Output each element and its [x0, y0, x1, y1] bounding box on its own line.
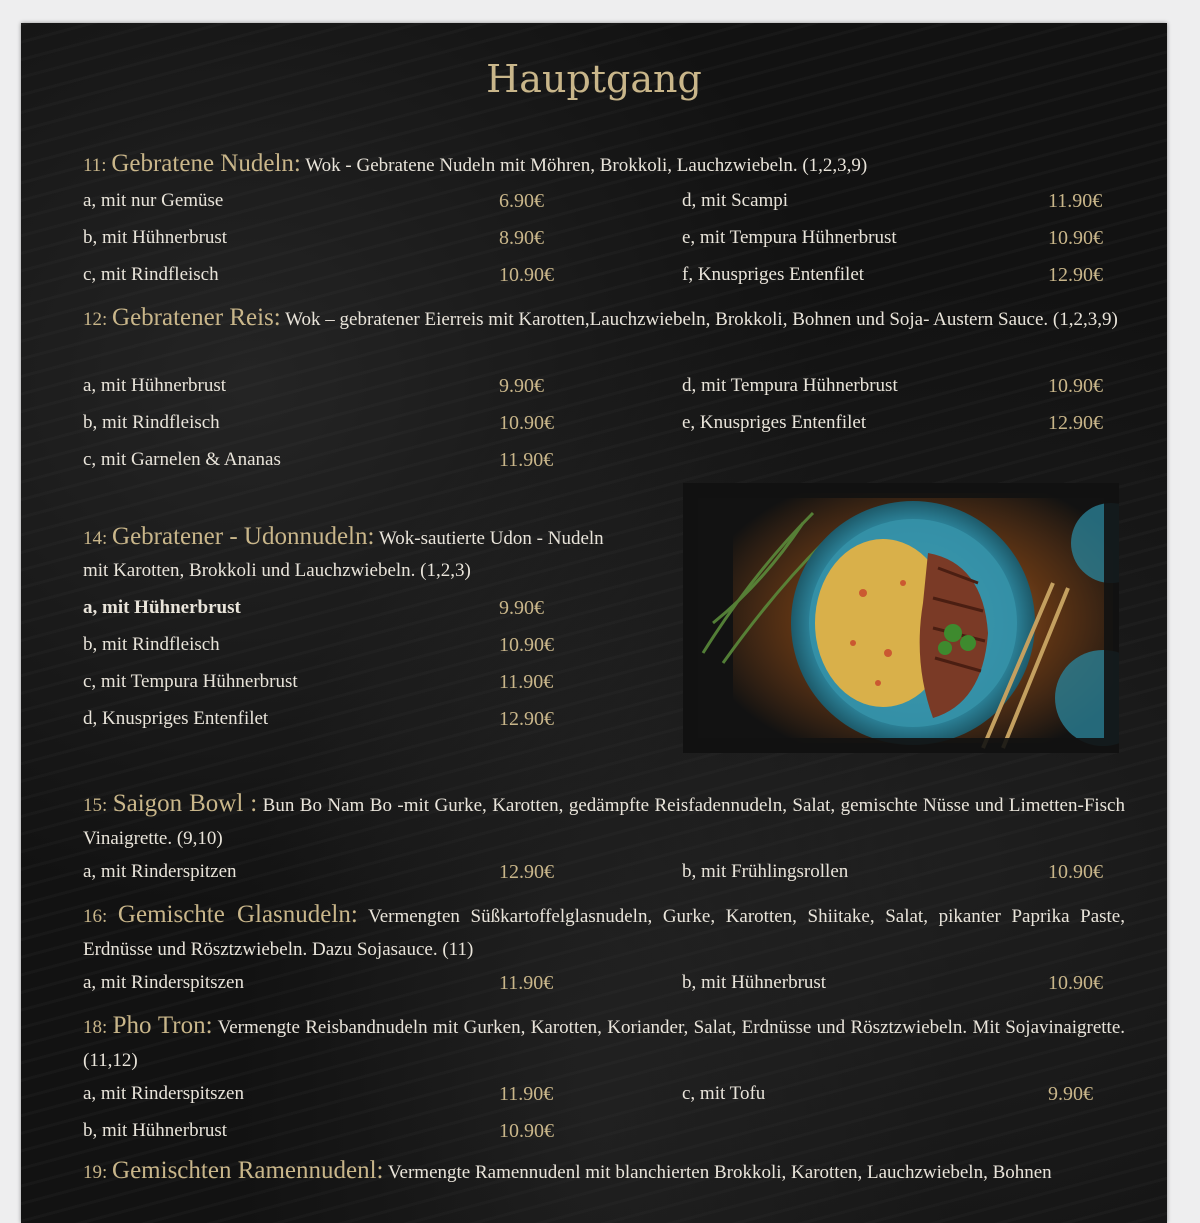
menu-item-price: 10.90€ — [1048, 227, 1103, 249]
section-16-heading — [83, 898, 1125, 966]
dish-name: Gebratene Nudeln: — [111, 150, 301, 177]
menu-item-label: b, mit Rindfleisch — [83, 634, 220, 655]
menu-item-label: d, mit Tempura Hühnerbrust — [682, 375, 898, 396]
section-number: 18: — [83, 1017, 108, 1038]
menu-item-label: c, mit Garnelen & Ananas — [83, 449, 281, 470]
section-15-heading — [83, 787, 1125, 855]
menu-item-label: b, mit Rindfleisch — [83, 412, 220, 433]
menu-item-price: 10.90€ — [499, 264, 554, 286]
menu-item-label: b, mit Hühnerbrust — [83, 1120, 228, 1141]
menu-item-label: e, mit Tempura Hühnerbrust — [682, 227, 897, 248]
menu-item-label: a, mit Rinderspitszen — [83, 1083, 244, 1104]
dish-description: Wok – gebratener Eierreis mit Karotten,Lauchzwiebeln, Brokkoli, Bohnen und Soja- Austern Sauce. (1,2,3,9) — [285, 309, 1118, 330]
section-12-heading — [83, 301, 1125, 336]
menu-item-price: 11.90€ — [1048, 190, 1103, 212]
menu-item-label: d, mit Scampi — [682, 190, 789, 211]
menu-item-label: c, mit Rindfleisch — [83, 264, 219, 285]
dish-name: Pho Tron: — [112, 1012, 213, 1039]
menu-item-price: 10.90€ — [1048, 861, 1103, 883]
menu-item-label: e, Knuspriges Entenfilet — [682, 412, 867, 433]
menu-item-label: b, mit Hühnerbrust — [83, 227, 228, 248]
section-18-heading — [83, 1009, 1125, 1077]
dish-name: Gebratener Reis: — [112, 304, 281, 331]
menu-item-label: a, mit Hühnerbrust — [83, 597, 241, 618]
menu-item-price: 10.90€ — [1048, 972, 1103, 994]
food-photo — [683, 483, 1119, 753]
page-title: Hauptgang — [486, 57, 702, 101]
section-number: 12: — [83, 309, 108, 330]
menu-item-label: c, mit Tofu — [682, 1083, 766, 1104]
dish-name: Gemischte Glasnudeln: — [117, 901, 358, 928]
menu-item-label: a, mit Rinderspitzen — [83, 861, 237, 882]
section-number: 19: — [83, 1162, 108, 1183]
section-number: 16: — [83, 906, 108, 927]
menu-item-price: 12.90€ — [1048, 412, 1103, 434]
section-19-heading — [83, 1157, 1052, 1185]
section-number: 15: — [83, 795, 108, 816]
menu-item-price: 6.90€ — [499, 190, 544, 212]
menu-item-price: 10.90€ — [1048, 375, 1103, 397]
dish-name: Gemischten Ramennudenl: — [112, 1157, 384, 1184]
menu-item-price: 12.90€ — [1048, 264, 1103, 286]
menu-item-price: 9.90€ — [499, 597, 544, 619]
menu-item-label: c, mit Tempura Hühnerbrust — [83, 671, 298, 692]
menu-item-price: 11.90€ — [499, 972, 554, 994]
menu-item-price: 10.90€ — [499, 1120, 554, 1142]
menu-item-price: 9.90€ — [499, 375, 544, 397]
dish-description-line2: mit Karotten, Brokkoli und Lauchzwiebeln. (1,2,3) — [83, 560, 471, 581]
section-14-heading — [83, 523, 604, 551]
menu-item-price: 11.90€ — [499, 671, 554, 693]
dish-description: Bun Bo Nam Bo -mit Gurke, Karotten, gedämpfte Reisfadennudeln, Salat, gemischte Nüsse und Limetten-Fisch Vinaigrette. (9,10) — [83, 795, 1125, 849]
menu-item-label: a, mit Rinderspitszen — [83, 972, 244, 993]
menu-item-price: 9.90€ — [1048, 1083, 1093, 1105]
dish-description: Wok-sautierte Udon - Nudeln — [378, 528, 604, 549]
dish-description: Vermengte Ramennudenl mit blanchierten Brokkoli, Karotten, Lauchzwiebeln, Bohnen — [387, 1162, 1052, 1183]
dish-description: Vermengten Süßkartoffelglasnudeln, Gurke, Karotten, Shiitake, Salat, pikanter Paprika Paste, Erdnüsse und Rösztzwiebeln. Dazu Sojasauce. (11) — [83, 906, 1125, 960]
menu-item-price: 12.90€ — [499, 708, 554, 730]
menu-item-label: f, Knuspriges Entenfilet — [682, 264, 865, 285]
menu-page — [21, 23, 1167, 1223]
menu-item-price: 8.90€ — [499, 227, 544, 249]
menu-item-label: b, mit Frühlingsrollen — [682, 861, 849, 882]
menu-item-price: 10.90€ — [499, 634, 554, 656]
section-number: 11: — [83, 155, 107, 176]
dish-description: Wok - Gebratene Nudeln mit Möhren, Brokkoli, Lauchzwiebeln. (1,2,3,9) — [305, 155, 868, 176]
menu-item-label: b, mit Hühnerbrust — [682, 972, 827, 993]
dish-name: Saigon Bowl : — [112, 790, 258, 817]
dish-name: Gebratener - Udonnudeln: — [112, 523, 375, 550]
menu-item-price: 11.90€ — [499, 1083, 554, 1105]
section-11-heading — [83, 150, 867, 178]
section-number: 14: — [83, 528, 108, 549]
menu-item-price: 11.90€ — [499, 449, 554, 471]
menu-item-label: a, mit Hühnerbrust — [83, 375, 227, 396]
menu-item-price: 12.90€ — [499, 861, 554, 883]
menu-item-price: 10.90€ — [499, 412, 554, 434]
menu-item-label: d, Knuspriges Entenfilet — [83, 708, 269, 729]
menu-item-label: a, mit nur Gemüse — [83, 190, 224, 211]
dish-description: Vermengte Reisbandnudeln mit Gurken, Karotten, Koriander, Salat, Erdnüsse und Rösztzwiebeln. Mit Sojavinaigrette. (11,12) — [83, 1017, 1125, 1071]
